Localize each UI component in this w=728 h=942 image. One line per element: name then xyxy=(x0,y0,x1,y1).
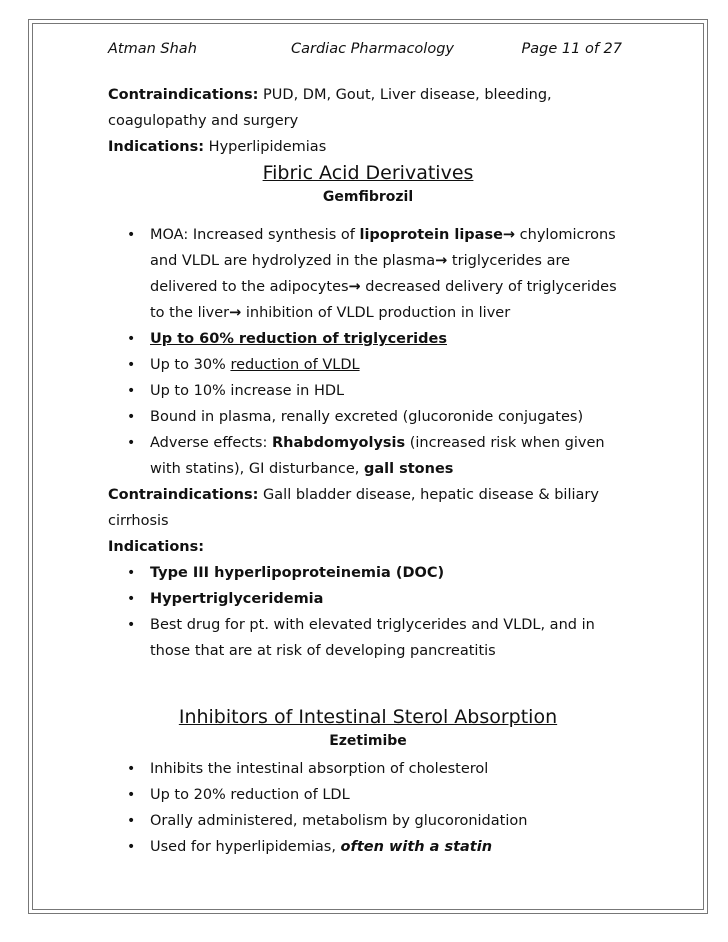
drug-name-ezetimibe: Ezetimibe xyxy=(329,733,407,749)
list-item-excretion xyxy=(108,404,628,430)
hdl-text: Up to 10% increase in HDL xyxy=(150,383,345,399)
list-item-usage xyxy=(108,834,628,860)
bullet-glyph: • xyxy=(127,383,136,399)
bullet-glyph: • xyxy=(127,591,136,607)
header-author: Atman Shah xyxy=(108,41,197,57)
header-page-number: Page 11 of 27 xyxy=(521,41,622,57)
contraindications-text: PUD, DM, Gout, Liver disease, bleeding, xyxy=(263,87,552,103)
moa-text-line3: delivered to the adipocytes xyxy=(150,279,349,295)
bullet-glyph: • xyxy=(127,787,136,803)
bullet-glyph: • xyxy=(127,813,136,829)
with-statin-text: often with a statin xyxy=(340,839,493,855)
bullet-glyph: • xyxy=(127,435,136,451)
lipoprotein-lipase-text: lipoprotein lipase xyxy=(359,227,503,243)
contraindications-label: Contraindications: xyxy=(108,87,259,103)
bullet-glyph: • xyxy=(127,565,136,581)
indications-line xyxy=(108,134,628,160)
arrow-icon: → xyxy=(348,279,361,295)
bullet-glyph: • xyxy=(127,357,136,373)
indications-label: Indications: xyxy=(108,539,205,555)
gall-stones-text: gall stones xyxy=(363,461,454,477)
list-item-inhibits-absorption xyxy=(108,756,628,782)
ezetimibe-bullet-list xyxy=(108,756,628,860)
list-item-best-drug xyxy=(108,612,628,664)
adverse-text-line2: with statins), GI disturbance, xyxy=(150,461,364,477)
inhibits-text: Inhibits the intestinal absorption of cholesterol xyxy=(150,761,489,777)
list-item-triglycerides xyxy=(108,326,628,352)
vldl-text: Up to 30% xyxy=(150,357,231,373)
metabolism-text: Orally administered, metabolism by glucoronidation xyxy=(150,813,528,829)
vldl-reduction-text: reduction of VLDL xyxy=(230,357,360,373)
rhabdomyolysis-text: Rhabdomyolysis xyxy=(271,435,406,451)
fibric-indications-label xyxy=(108,534,628,560)
list-item-ldl-reduction xyxy=(108,782,628,808)
fibric-contraindications-line xyxy=(108,482,628,508)
section-title-fibric-acid: Fibric Acid Derivatives xyxy=(262,162,474,184)
indications-label: Indications: xyxy=(108,139,205,155)
fibric-indications-list xyxy=(108,560,628,664)
adverse-text: Adverse effects: xyxy=(150,435,272,451)
list-item-moa xyxy=(108,222,628,326)
contraindications-label: Contraindications: xyxy=(108,487,259,503)
excretion-text: Bound in plasma, renally excreted (glucoronide conjugates) xyxy=(150,409,584,425)
moa-text-line3-cont: decreased delivery of triglycerides xyxy=(360,279,617,295)
gemfibrozil-bullet-list xyxy=(108,222,628,482)
hypertriglyceridemia-text: Hypertriglyceridemia xyxy=(150,591,324,607)
moa-text-line2-cont: triglycerides are xyxy=(447,253,571,269)
list-item-hypertriglyceridemia xyxy=(108,586,628,612)
bullet-glyph: • xyxy=(127,617,136,633)
moa-text-line4: to the liver xyxy=(150,305,230,321)
drug-name-gemfibrozil: Gemfibrozil xyxy=(322,189,414,205)
page-content xyxy=(108,82,628,860)
list-item-adverse-effects xyxy=(108,430,628,482)
section-title-sterol-absorption: Inhibitors of Intestinal Sterol Absorption xyxy=(178,706,558,728)
contraindications-line-2: coagulopathy and surgery xyxy=(108,113,299,129)
arrow-icon: → xyxy=(502,227,516,243)
moa-text-line2: and VLDL are hydrolyzed in the plasma xyxy=(150,253,436,269)
moa-text-cont: chylomicrons xyxy=(515,227,616,243)
best-drug-text-line2: those that are at risk of developing pancreatitis xyxy=(150,643,496,659)
bullet-glyph: • xyxy=(127,409,136,425)
header-course: Cardiac Pharmacology xyxy=(291,41,454,57)
bullet-glyph: • xyxy=(127,227,136,243)
moa-text-line4-cont: inhibition of VLDL production in liver xyxy=(241,305,511,321)
fibric-contraindications-line-2: cirrhosis xyxy=(108,513,169,529)
ldl-text: Up to 20% reduction of LDL xyxy=(150,787,350,803)
page-header xyxy=(108,41,622,59)
bullet-glyph: • xyxy=(127,761,136,777)
list-item-hdl xyxy=(108,378,628,404)
contraindications-text: Gall bladder disease, hepatic disease & biliary xyxy=(263,487,599,503)
bullet-glyph: • xyxy=(127,839,136,855)
type-iii-text: Type III hyperlipoproteinemia (DOC) xyxy=(150,565,445,581)
indications-text: Hyperlipidemias xyxy=(208,139,327,155)
triglyceride-reduction-text: Up to 60% reduction of triglycerides xyxy=(150,331,447,347)
adverse-text-cont: (increased risk when given xyxy=(405,435,605,451)
usage-text: Used for hyperlipidemias, xyxy=(150,839,341,855)
bullet-glyph: • xyxy=(127,331,136,347)
list-item-metabolism xyxy=(108,808,628,834)
contraindications-line xyxy=(108,82,628,108)
moa-text: MOA: Increased synthesis of xyxy=(150,227,360,243)
best-drug-text: Best drug for pt. with elevated triglycerides and VLDL, and in xyxy=(150,617,595,633)
list-item-vldl xyxy=(108,352,628,378)
arrow-icon: → xyxy=(229,305,242,321)
arrow-icon: → xyxy=(435,253,448,269)
list-item-type-iii xyxy=(108,560,628,586)
